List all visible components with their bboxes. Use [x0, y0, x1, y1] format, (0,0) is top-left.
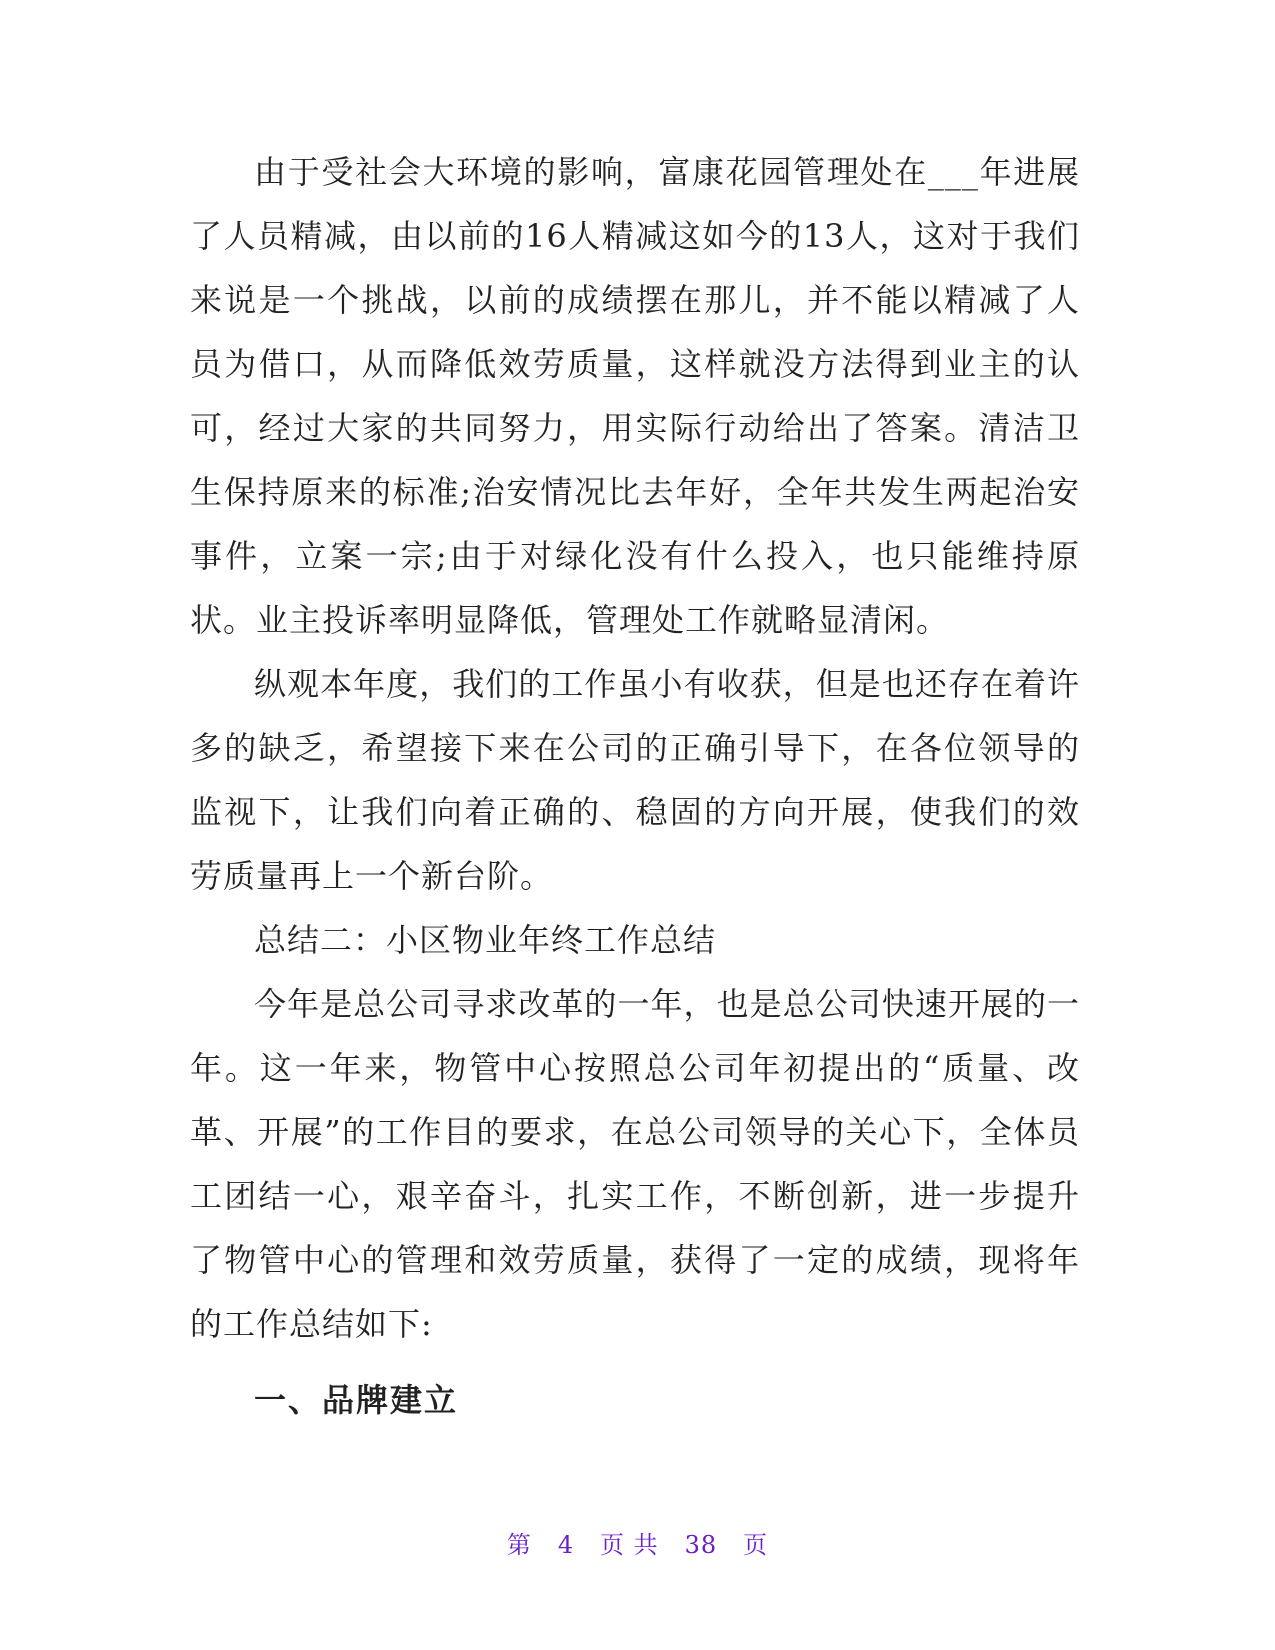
- footer-total-pages: 38: [684, 1531, 718, 1559]
- page-number-footer: [0, 1525, 1275, 1560]
- paragraph-year-review: 纵观本年度，我们的工作虽小有收获，但是也还存在着许多的缺乏，希望接下来在公司的正确引导下，在各位领导的监视下，让我们向着正确的、稳固的方向开展，使我们的效劳质量再上一个新台阶。: [190, 665, 1080, 895]
- footer-current-page: 4: [557, 1531, 575, 1559]
- heading-brand-building: 一、品牌建立: [254, 1381, 459, 1419]
- footer-prefix: 第: [506, 1531, 532, 1559]
- document-body: [190, 140, 1080, 1438]
- paragraph-staff-reduction: 由于受社会大环境的影响，富康花园管理处在___年进展了人员精减，由以前的16人精减这如今的13人，这对于我们来说是一个挑战，以前的成绩摆在那儿，并不能以精减了人员为借口，从而降低效劳质量，这样就没方法得到业主的认可，经过大家的共同努力，用实际行动给出了答案。清洁卫生保持原来的标准;治安情况比去年好，全年共发生两起治安事件，立案一宗;由于对绿化没有什么投入，也只能维持原状。业主投诉率明显降低，管理处工作就略显清闲。: [190, 153, 1080, 639]
- paragraph-reform-year: 今年是总公司寻求改革的一年，也是总公司快速开展的一年。这一年来，物管中心按照总公司年初提出的“质量、改革、开展”的工作目的要求，在总公司领导的关心下，全体员工团结一心，艰辛奋斗，扎实工作，不断创新，进一步提升了物管中心的管理和效劳质量，获得了一定的成绩，现将年的工作总结如下:: [190, 985, 1080, 1343]
- footer-middle: 页 共: [600, 1531, 659, 1559]
- section-title-summary-two: 总结二：小区物业年终工作总结: [254, 921, 717, 959]
- footer-suffix: 页: [743, 1531, 769, 1559]
